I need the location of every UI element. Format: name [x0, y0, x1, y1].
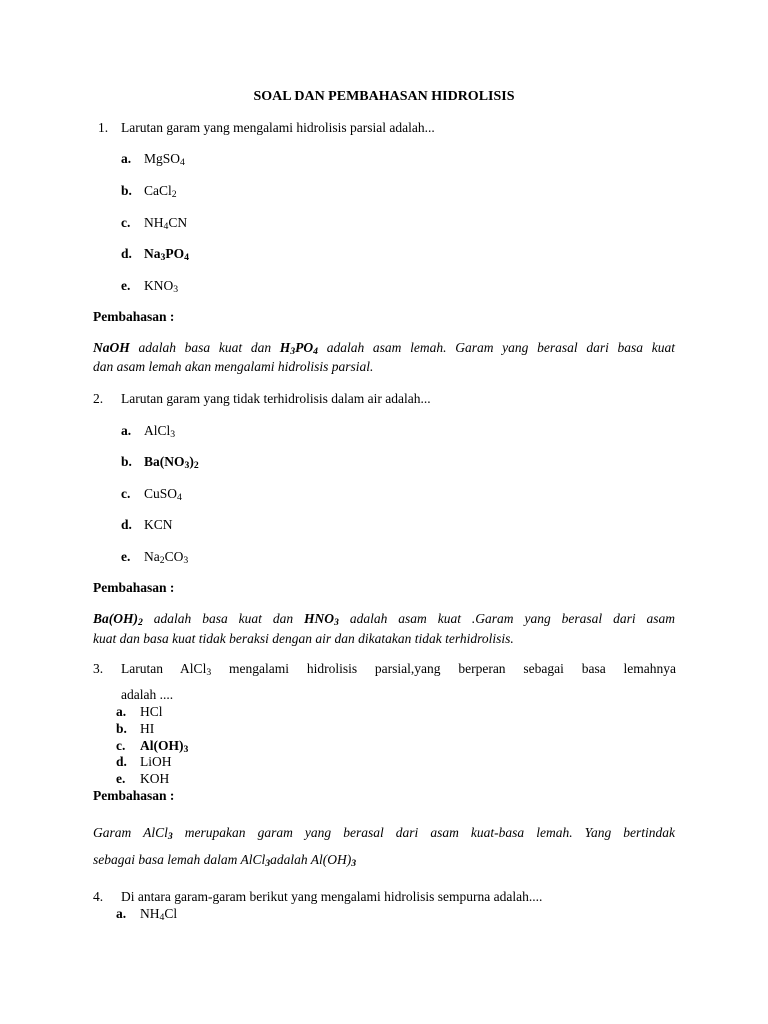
q2-option-d-letter: d. [121, 517, 132, 532]
q2-option-b-letter: b. [121, 454, 132, 469]
q1-explanation-heading: Pembahasan : [93, 309, 175, 324]
q4-option-a-text: $NH_4Cl$ [140, 906, 178, 924]
q2-option-a-letter: a. [121, 423, 132, 438]
q4-option-a-letter: a. [116, 906, 127, 921]
question-2-number: 2. [93, 391, 104, 406]
q3-explanation-line-1: Garam AlCl$_3$ merupakan garam yang berasal dari asam kuat-basa lemah. Yang bertindak [93, 825, 676, 843]
question-1-text: Larutan garam yang mengalami hidrolisis parsial adalah... [121, 120, 435, 135]
question-3-number: 3. [93, 661, 104, 676]
q3-option-b-text: HI [140, 721, 155, 736]
document-title: SOAL DAN PEMBAHASAN HIDROLISIS [253, 89, 515, 104]
q2-option-c-text: CuSO$_4$ [144, 486, 182, 504]
q1-explanation-line-1: NaOH adalah basa kuat dan $H_3PO_4$ adalah asam lemah. Garam yang berasal dari basa kuat [93, 340, 675, 358]
q3-option-a-letter: a. [116, 704, 127, 719]
q1-option-d-text: $Na_3PO_4$ [144, 246, 189, 264]
q1-option-c-letter: c. [121, 215, 131, 230]
q2-option-c-letter: c. [121, 486, 131, 501]
q1-explanation-line-2: dan asam lemah akan mengalami hidrolisis parsial. [93, 359, 374, 374]
q3-explanation-heading: Pembahasan : [93, 788, 175, 803]
q2-option-e-text: $Na_2CO_3$ [144, 549, 189, 567]
question-4-text: Di antara garam-garam berikut yang mengalami hidrolisis sempurna adalah.... [121, 889, 543, 904]
q1-option-b-letter: b. [121, 183, 132, 198]
q2-explanation-line-2: kuat dan basa kuat tidak beraksi dengan air dan dikatakan tidak terhidrolisis. [93, 631, 514, 646]
q2-option-a-text: AlCl$_3$ [144, 423, 176, 441]
q2-option-e-letter: e. [121, 549, 131, 564]
q1-option-b-text: CaCl$_2$ [144, 183, 177, 201]
q3-option-a-text: HCl [140, 704, 163, 719]
q3-option-b-letter: b. [116, 721, 127, 736]
q2-explanation-heading: Pembahasan : [93, 580, 175, 595]
q1-option-d-letter: d. [121, 246, 132, 261]
question-3-text-line-1: Larutan AlCl$_3$ mengalami hidrolisis parsial,yang berperan sebagai basa lemahnya [121, 661, 676, 679]
question-1-number: 1. [98, 120, 109, 135]
q1-option-e-letter: e. [121, 278, 131, 293]
q3-option-c-letter: c. [116, 738, 126, 753]
q3-option-c-text: $Al(OH)_3$ [140, 738, 189, 756]
q1-option-e-text: $KNO_3$ [144, 278, 179, 296]
question-4-number: 4. [93, 889, 104, 904]
q3-option-e-letter: e. [116, 771, 126, 786]
question-2-text: Larutan garam yang tidak terhidrolisis dalam air adalah... [121, 391, 431, 406]
q2-option-b-text: $Ba(NO_3)_2$ [144, 454, 199, 472]
q3-option-e-text: KOH [140, 771, 170, 786]
q3-option-d-text: LiOH [140, 754, 172, 769]
q3-option-d-letter: d. [116, 754, 127, 769]
q1-option-a-text: MgSO$_4$ [144, 151, 185, 169]
q2-explanation-line-1: $Ba(OH)_2$ adalah basa kuat dan $HNO_3$ adalah asam kuat .Garam yang berasal dari asam [93, 611, 676, 629]
q1-option-c-text: $NH_4CN$ [144, 215, 188, 233]
q3-explanation-line-2: sebagai basa lemah dalam AlCl$_3$adalah $Al(OH)_3$ [93, 852, 357, 870]
q2-option-d-text: KCN [144, 517, 173, 532]
question-3-text-line-2: adalah .... [121, 687, 174, 702]
q1-option-a-letter: a. [121, 151, 132, 166]
